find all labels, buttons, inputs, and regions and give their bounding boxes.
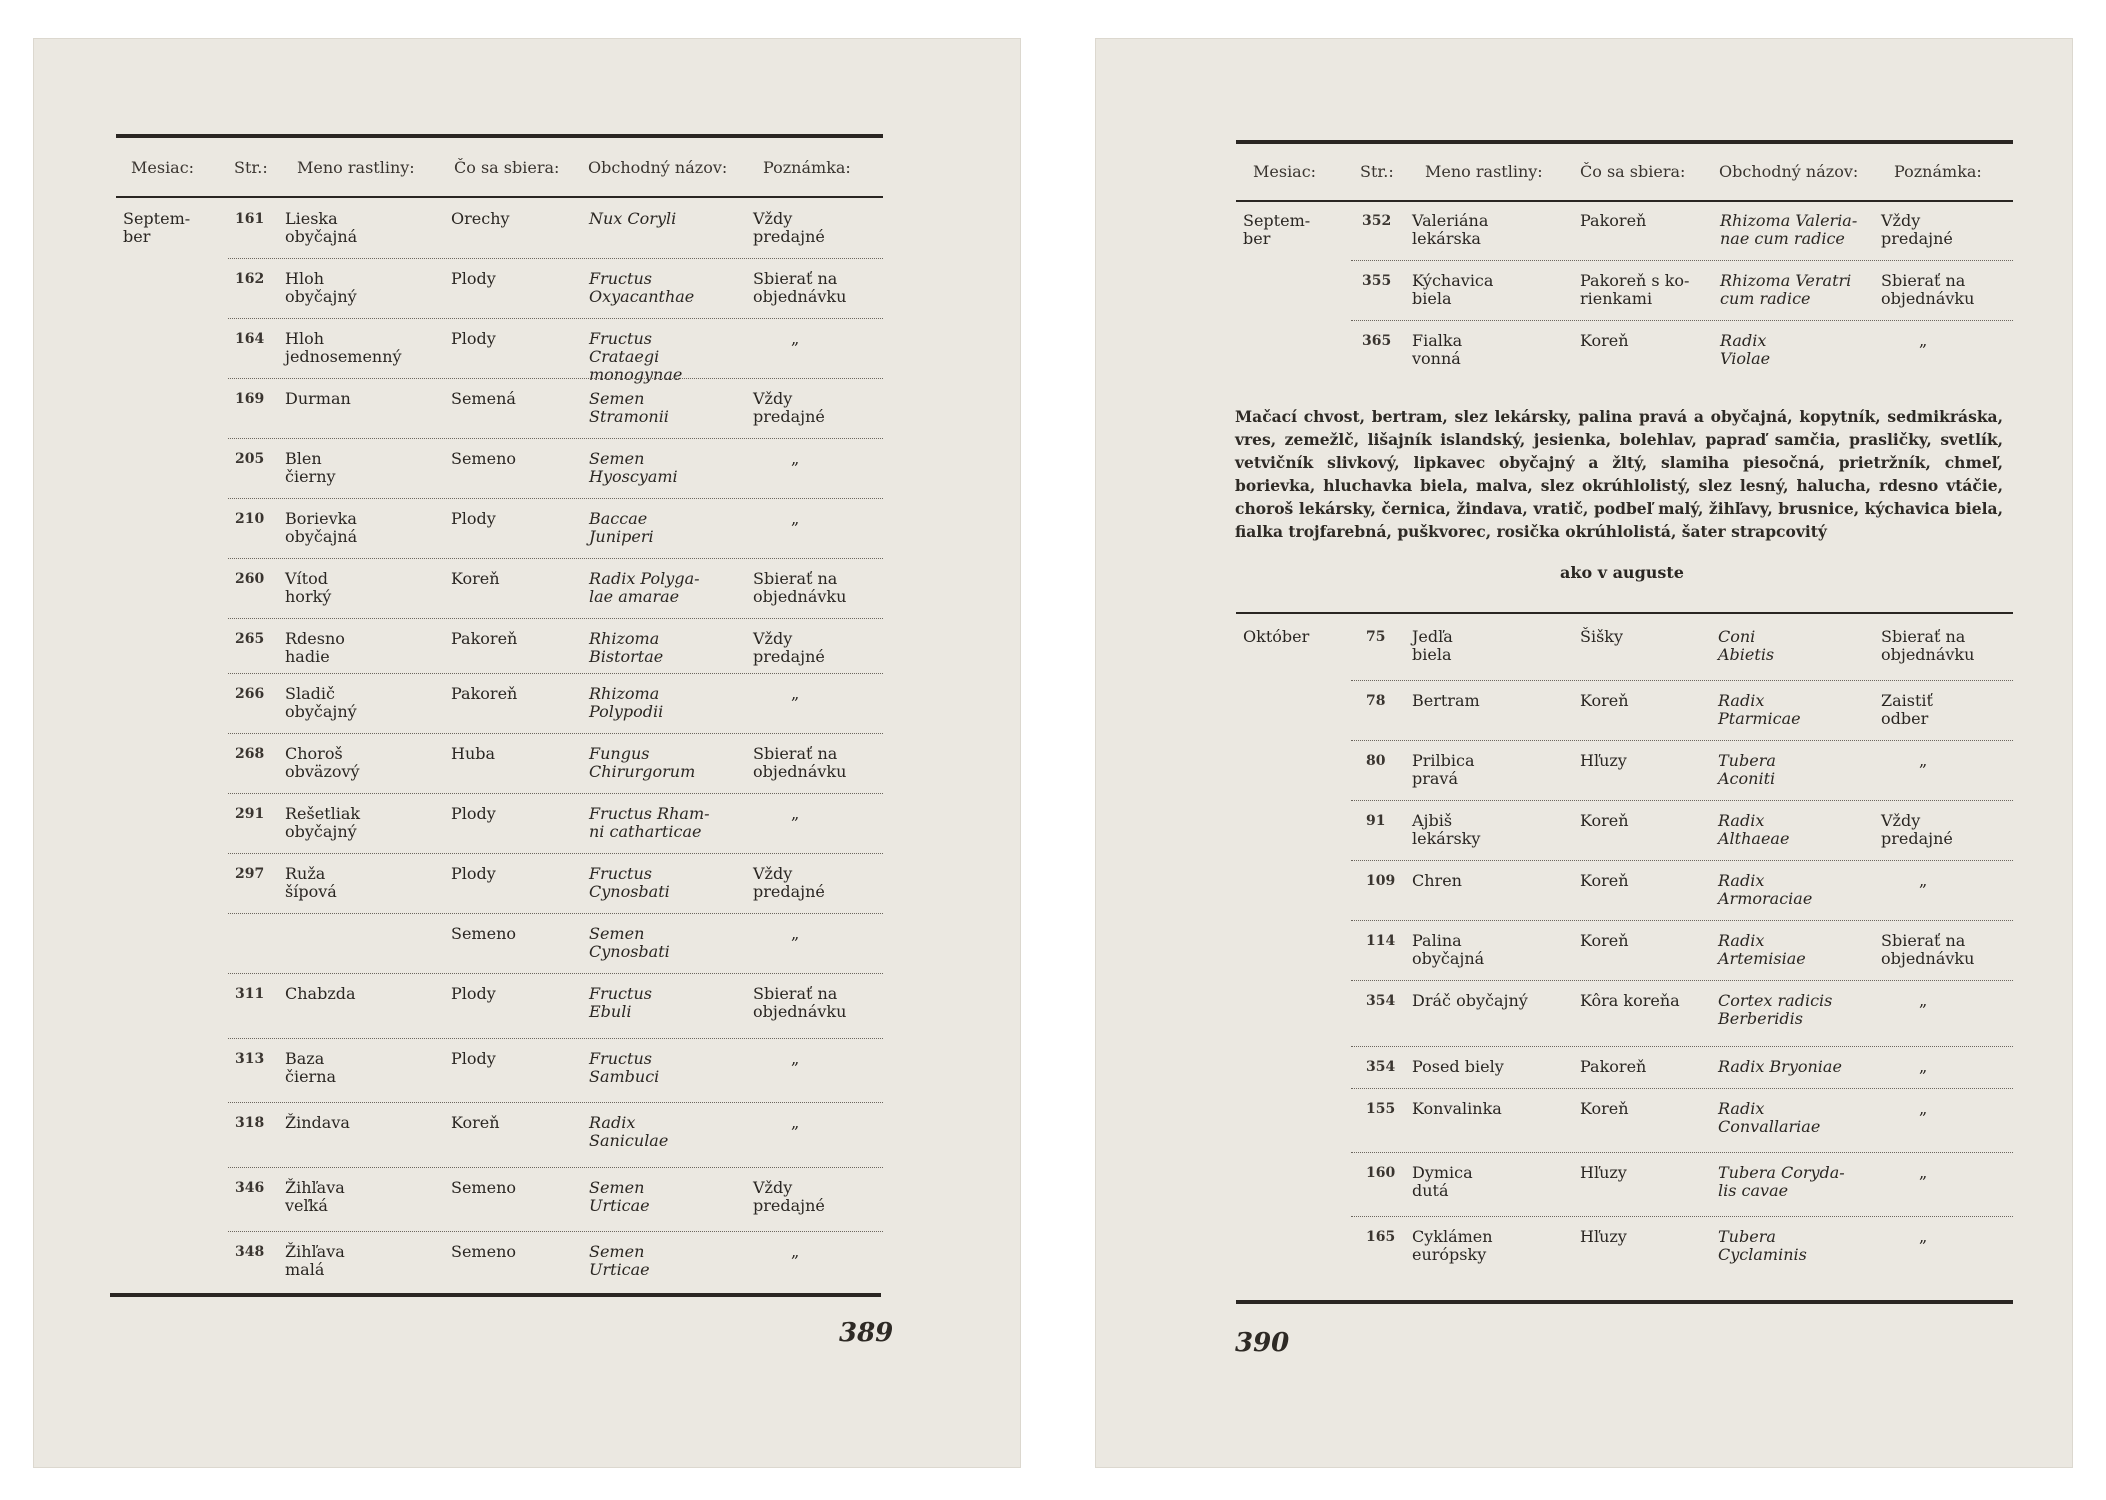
top-rule	[1236, 140, 2013, 144]
month-label-september: Septem- ber	[1243, 211, 1311, 248]
header-rule	[1236, 200, 2013, 202]
note: „	[1919, 871, 1928, 890]
row-separator	[228, 1038, 883, 1039]
plant-name: Palina obyčajná	[1412, 931, 1485, 968]
row-separator	[228, 498, 883, 499]
collected-part: Koreň	[451, 1113, 500, 1132]
trade-name: Semen Cynosbati	[589, 924, 670, 961]
note: Vždy predajné	[753, 629, 825, 666]
note: „	[1919, 1057, 1928, 1076]
collected-part: Koreň	[1580, 691, 1629, 710]
herb-list-paragraph: Mačací chvost, bertram, slez lekársky, palina pravá a obyčajná, kopytník, sedmikráska, vres, zemežlč, lišajník islandský, jesienka, bolehlav, papraď samčia, prasličky, svetlík, vetvičník slivkový, lipkavec obyčajný a žltý, slamiha piesočná, prietržník, chmeľ, borievka, hluchavka biela, malva, slez okrúhlolistý, slez lesný, halucha, rdesno vtáčie, choroš lekársky, černica, žindava, vratič, podbeľ malý, žihľavy, brusnice, kýchavica biela, fialka trojfarebná, puškvorec, rosička okrúhlolistá, šater strapcovitý	[1235, 407, 2003, 541]
plant-name: Žihľava veľká	[285, 1178, 345, 1215]
page-ref: 165	[1366, 1229, 1396, 1245]
plant-name: Valeriána lekárska	[1412, 211, 1489, 248]
plant-name: Ruža šípová	[285, 864, 337, 901]
bottom-rule	[1236, 1300, 2013, 1304]
page-ref: 260	[235, 571, 265, 587]
row-separator	[228, 733, 883, 734]
note: Sbierať na objednávku	[1881, 627, 1975, 664]
month-label-october: Október	[1243, 627, 1310, 646]
page-number: 390	[1235, 1328, 1290, 1358]
note: „	[1919, 1227, 1928, 1246]
collected-part: Koreň	[1580, 811, 1629, 830]
row-separator	[228, 673, 883, 674]
page-ref: 265	[235, 631, 265, 647]
plant-name: Borievka obyčajná	[285, 509, 358, 546]
trade-name: Fructus Cynosbati	[589, 864, 670, 901]
page-ref: 348	[235, 1244, 265, 1260]
header-trade: Obchodný názov:	[1719, 162, 1859, 181]
row-separator	[228, 438, 883, 439]
trade-name: Semen Stramonii	[589, 389, 669, 426]
row-separator	[1351, 800, 2013, 801]
trade-name: Rhizoma Polypodii	[589, 684, 664, 721]
page-ref: 311	[235, 986, 265, 1002]
row-separator	[1351, 680, 2013, 681]
plant-name: Durman	[285, 389, 351, 408]
plant-name: Cyklámen európsky	[1412, 1227, 1493, 1264]
trade-name: Rhizoma Valeria- nae cum radice	[1720, 211, 1858, 248]
row-separator	[228, 853, 883, 854]
note: „	[1919, 1163, 1928, 1182]
row-separator	[1351, 1152, 2013, 1153]
page-ref: 80	[1366, 753, 1386, 769]
row-separator	[1351, 860, 2013, 861]
page-ref: 354	[1366, 1059, 1396, 1075]
plant-name: Rdesno hadie	[285, 629, 345, 666]
page-ref: 205	[235, 451, 265, 467]
row-separator	[1351, 1088, 2013, 1089]
trade-name: Tubera Coryda- lis cavae	[1718, 1163, 1845, 1200]
header-note: Poznámka:	[1894, 162, 1982, 181]
trade-name: Radix Althaeae	[1718, 811, 1790, 848]
page-ref: 109	[1366, 873, 1396, 889]
note: Sbierať na objednávku	[753, 569, 847, 606]
row-separator	[228, 793, 883, 794]
plant-name: Fialka vonná	[1412, 331, 1463, 368]
collected-part: Plody	[451, 269, 496, 288]
note: „	[1919, 991, 1928, 1010]
header-trade: Obchodný názov:	[588, 158, 728, 177]
note: Vždy predajné	[1881, 211, 1953, 248]
trade-name: Baccae Juniperi	[589, 509, 654, 546]
trade-name: Radix Violae	[1720, 331, 1771, 368]
note: „	[791, 1049, 800, 1068]
page-ref: 266	[235, 686, 265, 702]
collected-part: Pakoreň s ko- rienkami	[1580, 271, 1690, 308]
page-ref: 91	[1366, 813, 1386, 829]
note: Sbierať na objednávku	[753, 744, 847, 781]
trade-name: Fructus Ebuli	[589, 984, 652, 1021]
note: „	[791, 449, 800, 468]
month-label: Septem- ber	[123, 209, 191, 246]
collected-part: Semená	[451, 389, 516, 408]
trade-name: Fructus Oxyacanthae	[589, 269, 695, 306]
row-separator	[228, 1231, 883, 1232]
collected-part: Semeno	[451, 924, 517, 943]
trade-name: Radix Ptarmicae	[1718, 691, 1801, 728]
row-separator	[1351, 920, 2013, 921]
row-separator	[228, 618, 883, 619]
plant-name: Prilbica pravá	[1412, 751, 1475, 788]
page-ref: 155	[1366, 1101, 1396, 1117]
page-ref: 352	[1362, 213, 1392, 229]
note: „	[791, 509, 800, 528]
page-ref: 291	[235, 806, 265, 822]
bottom-rule	[110, 1293, 881, 1297]
collected-part: Šišky	[1580, 627, 1624, 646]
plant-name: Posed biely	[1412, 1057, 1504, 1076]
row-separator	[228, 558, 883, 559]
plant-name: Žindava	[285, 1113, 350, 1132]
note: „	[791, 1113, 800, 1132]
note: „	[791, 329, 800, 348]
header-month: Mesiac:	[1253, 162, 1317, 181]
trade-name: Semen Urticae	[589, 1178, 650, 1215]
trade-name: Semen Urticae	[589, 1242, 650, 1279]
header-page: Str.:	[1360, 162, 1394, 181]
plant-name: Sladič obyčajný	[285, 684, 357, 721]
plant-name: Jedľa biela	[1412, 627, 1453, 664]
plant-name: Rešetliak obyčajný	[285, 804, 361, 841]
collected-part: Pakoreň	[1580, 1057, 1647, 1076]
plant-name: Ajbiš lekársky	[1412, 811, 1481, 848]
collected-part: Plody	[451, 329, 496, 348]
collected-part: Plody	[451, 509, 496, 528]
note: „	[791, 924, 800, 943]
page-ref: 268	[235, 746, 265, 762]
october-rule	[1236, 612, 2013, 614]
collected-part: Kôra koreňa	[1580, 991, 1680, 1010]
note: „	[1919, 751, 1928, 770]
collected-part: Semeno	[451, 449, 517, 468]
collected-part: Hľuzy	[1580, 1227, 1627, 1246]
row-separator	[228, 913, 883, 914]
page-ref: 164	[235, 331, 265, 347]
plant-name: Chabzda	[285, 984, 356, 1003]
row-separator	[1351, 1216, 2013, 1217]
trade-name: Semen Hyoscyami	[589, 449, 678, 486]
row-separator	[228, 1167, 883, 1168]
page-ref: 297	[235, 866, 265, 882]
header-month: Mesiac:	[131, 158, 195, 177]
trade-name: Radix Polyga- lae amarae	[589, 569, 700, 606]
header-note: Poznámka:	[763, 158, 851, 177]
page-ref: 355	[1362, 273, 1392, 289]
page-ref: 313	[235, 1051, 265, 1067]
plant-name: Lieska obyčajná	[285, 209, 358, 246]
page-ref: 78	[1366, 693, 1386, 709]
note: Sbierať na objednávku	[753, 269, 847, 306]
trade-name: Tubera Aconiti	[1718, 751, 1776, 788]
page-389	[33, 38, 1021, 1468]
collected-part: Pakoreň	[451, 684, 518, 703]
collected-part: Plody	[451, 804, 496, 823]
row-separator	[1351, 320, 2013, 321]
collected-part: Pakoreň	[1580, 211, 1647, 230]
trade-name: Rhizoma Bistortae	[589, 629, 664, 666]
plant-name: Hloh jednosemenný	[285, 329, 402, 366]
page-ref: 160	[1366, 1165, 1396, 1181]
collected-part: Plody	[451, 864, 496, 883]
trade-name: Radix Bryoniae	[1718, 1057, 1842, 1076]
note: Vždy predajné	[753, 209, 825, 246]
note: Vždy predajné	[753, 1178, 825, 1215]
collected-part: Hľuzy	[1580, 751, 1627, 770]
note: Vždy predajné	[753, 389, 825, 426]
note: „	[1919, 1099, 1928, 1118]
note: Zaistiť odber	[1881, 691, 1933, 728]
collected-part: Hľuzy	[1580, 1163, 1627, 1182]
trade-name: Radix Convallariae	[1718, 1099, 1821, 1136]
collected-part: Koreň	[1580, 871, 1629, 890]
collected-part: Huba	[451, 744, 496, 763]
page-ref: 354	[1366, 993, 1396, 1009]
row-separator	[1351, 740, 2013, 741]
row-separator	[1351, 1046, 2013, 1047]
note: Vždy predajné	[1881, 811, 1953, 848]
note: Sbierať na objednávku	[1881, 931, 1975, 968]
as-in-august: ako v auguste	[1560, 563, 1684, 582]
collected-part: Pakoreň	[451, 629, 518, 648]
note: „	[791, 684, 800, 703]
collected-part: Semeno	[451, 1178, 517, 1197]
row-separator	[228, 318, 883, 319]
trade-name: Radix Artemisiae	[1718, 931, 1806, 968]
note: „	[791, 1242, 800, 1261]
trade-name: Cortex radicis Berberidis	[1718, 991, 1833, 1028]
trade-name: Nux Coryli	[589, 209, 677, 228]
plant-name: Blen čierny	[285, 449, 336, 486]
header-name: Meno rastliny:	[297, 158, 415, 177]
collected-part: Koreň	[451, 569, 500, 588]
plant-name: Vítod horký	[285, 569, 332, 606]
page-ref: 161	[235, 211, 265, 227]
note: „	[791, 804, 800, 823]
row-separator	[228, 1102, 883, 1103]
note: „	[1919, 331, 1928, 350]
collected-part: Koreň	[1580, 931, 1629, 950]
plant-name: Chren	[1412, 871, 1462, 890]
page-ref: 346	[235, 1180, 265, 1196]
collected-part: Semeno	[451, 1242, 517, 1261]
note: Vždy predajné	[753, 864, 825, 901]
plant-name: Dymica dutá	[1412, 1163, 1473, 1200]
page-ref: 210	[235, 511, 265, 527]
page-ref: 114	[1366, 933, 1396, 949]
page-390	[1095, 38, 2073, 1468]
collected-part: Koreň	[1580, 1099, 1629, 1118]
trade-name: Tubera Cyclaminis	[1718, 1227, 1807, 1264]
trade-name: Coni Abietis	[1718, 627, 1775, 664]
page-ref: 318	[235, 1115, 265, 1131]
page-ref: 365	[1362, 333, 1392, 349]
note: Sbierať na objednávku	[753, 984, 847, 1021]
trade-name: Fungus Chirurgorum	[589, 744, 696, 781]
plant-name: Baza čierna	[285, 1049, 337, 1086]
trade-name: Fructus Sambuci	[589, 1049, 660, 1086]
row-separator	[228, 973, 883, 974]
row-separator	[1351, 980, 2013, 981]
collected-part: Orechy	[451, 209, 510, 228]
plant-name: Hloh obyčajný	[285, 269, 357, 306]
top-rule	[116, 134, 883, 138]
page-ref: 169	[235, 391, 265, 407]
row-separator	[1351, 260, 2013, 261]
note: Sbierať na objednávku	[1881, 271, 1975, 308]
header-rule	[116, 196, 883, 198]
trade-name: Fructus Crataegi monogynae	[589, 329, 683, 384]
collected-part: Plody	[451, 984, 496, 1003]
header-name: Meno rastliny:	[1425, 162, 1543, 181]
header-collected: Čo sa sbiera:	[1580, 162, 1686, 181]
collected-part: Koreň	[1580, 331, 1629, 350]
trade-name: Radix Saniculae	[589, 1113, 669, 1150]
plant-name: Bertram	[1412, 691, 1480, 710]
trade-name: Radix Armoraciae	[1718, 871, 1813, 908]
page-ref: 75	[1366, 629, 1386, 645]
header-collected: Čo sa sbiera:	[454, 158, 560, 177]
collected-part: Plody	[451, 1049, 496, 1068]
trade-name: Rhizoma Veratri cum radice	[1720, 271, 1852, 308]
plant-name: Žihľava malá	[285, 1242, 345, 1279]
page-ref: 162	[235, 271, 265, 287]
plant-name: Kýchavica biela	[1412, 271, 1494, 308]
plant-name: Dráč obyčajný	[1412, 991, 1528, 1010]
plant-name: Konvalinka	[1412, 1099, 1502, 1118]
trade-name: Fructus Rham- ni catharticae	[589, 804, 710, 841]
header-page: Str.:	[234, 158, 268, 177]
row-separator	[228, 378, 883, 379]
plant-name: Choroš obväzový	[285, 744, 360, 781]
page-number: 389	[839, 1318, 894, 1348]
row-separator	[228, 258, 883, 259]
